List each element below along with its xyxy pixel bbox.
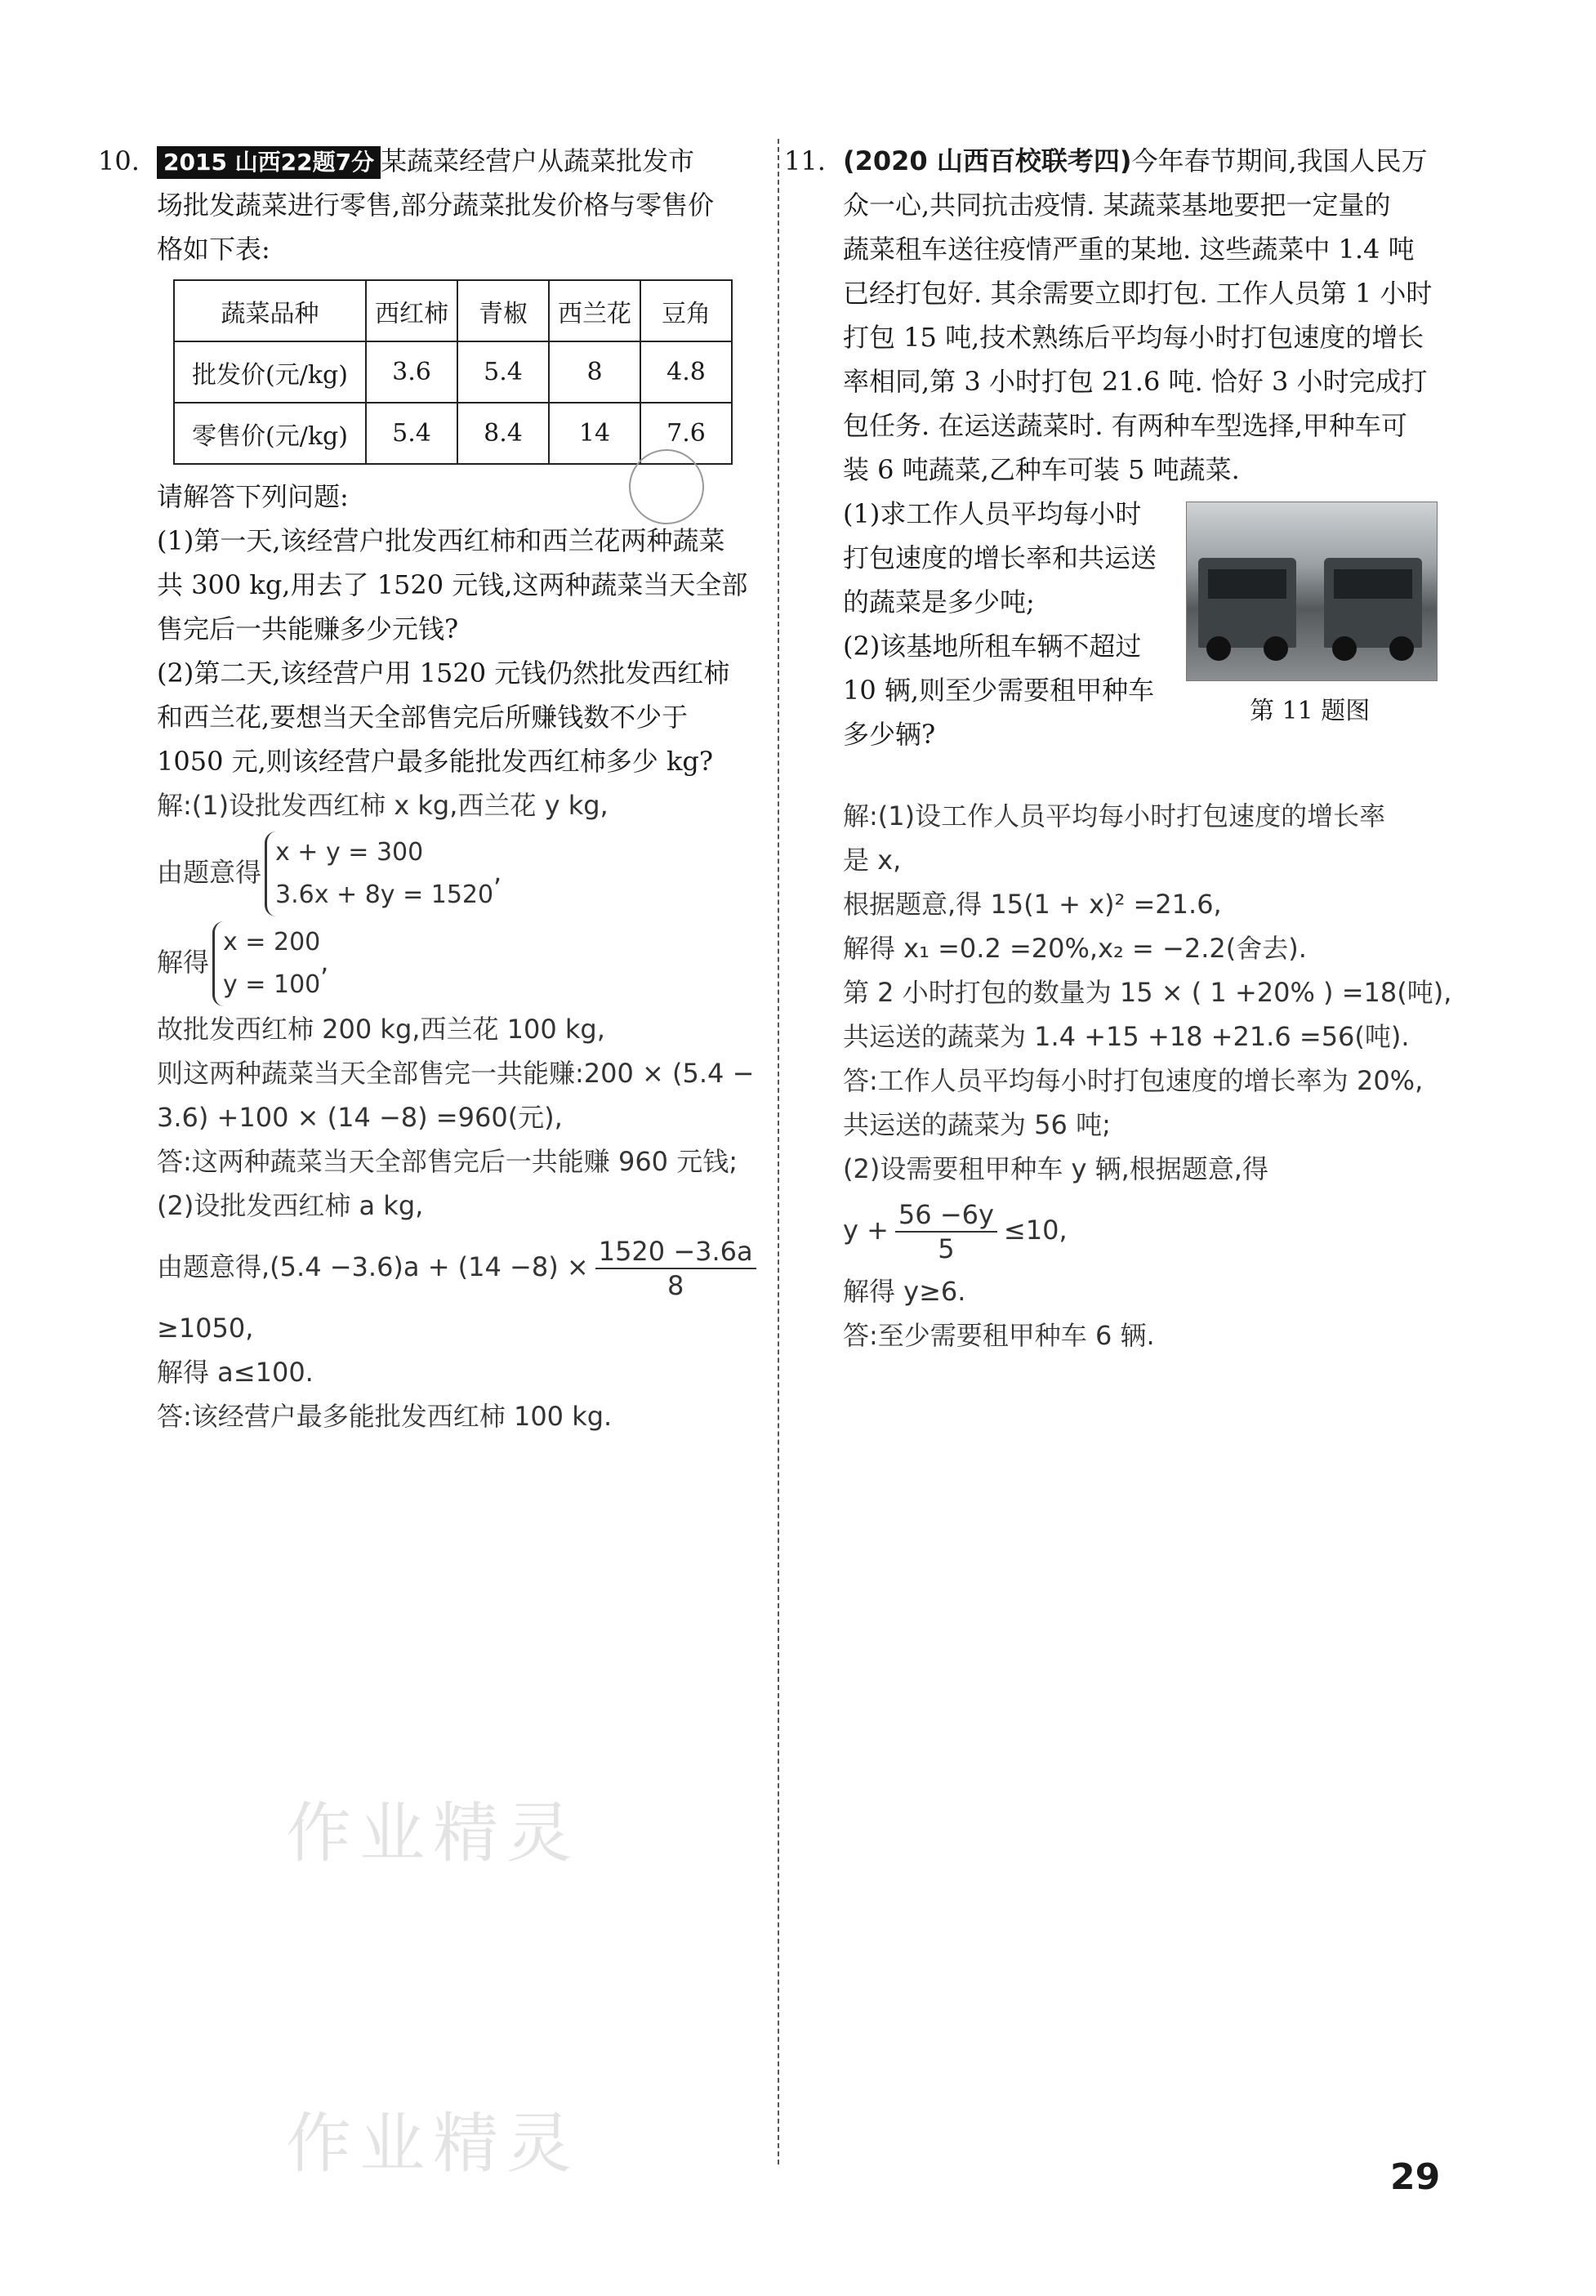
solution-line: 答:该经营户最多能批发西红柿 100 kg. (157, 1401, 613, 1432)
trucks-photo (1186, 502, 1438, 681)
solution-line: (2)设批发西红柿 a kg, (157, 1190, 424, 1221)
q11-stem-text: 今年春节期间,我国人民万 (1131, 145, 1428, 176)
inequality-line (784, 1191, 1444, 1269)
solution-line: 是 x, (843, 845, 902, 876)
equation-prefix: 解得 (157, 947, 210, 978)
solution-line: 共运送的蔬菜为 56 吨; (843, 1109, 1111, 1140)
solution-line: ≥1050, (157, 1313, 254, 1344)
solution-line: 第 2 小时打包的数量为 15 × ( 1 +20% ) =18(吨), (843, 977, 1452, 1008)
solution-line: 3.6) +100 × (14 −8) =960(元), (157, 1102, 563, 1133)
solution-line: 答:这两种蔬菜当天全部售完后一共能赚 960 元钱; (157, 1146, 738, 1177)
truck-image (1198, 558, 1296, 648)
equation-suffix: , (320, 947, 329, 978)
q10-line-1 (98, 139, 768, 183)
table-cell: 5.4 (366, 403, 457, 464)
q10-source-tag: 2015 山西22题7分 (157, 146, 381, 179)
q10-line-3: 格如下表: (157, 234, 270, 265)
q10-line-2: 场批发蔬菜进行零售,部分蔬菜批发价格与零售价 (157, 189, 715, 221)
q10-part2-line: 1050 元,则该经营户最多能批发西红柿多少 kg? (157, 746, 713, 777)
table-row (174, 280, 732, 341)
table-header-cell: 西兰花 (549, 280, 640, 341)
q11-line: 包任务. 在运送蔬菜时. 有两种车型选择,甲种车可 (843, 410, 1407, 441)
fraction (595, 1235, 756, 1302)
q11-part-line: 多少辆? (843, 719, 936, 750)
equation-brace (265, 831, 493, 916)
fraction-denominator: 5 (938, 1233, 955, 1264)
solution-line: 解得 y≥6. (843, 1276, 966, 1307)
q10-number: 10. (98, 145, 140, 176)
column-divider (778, 139, 779, 2164)
equation: x + y = 300 (275, 838, 424, 867)
q11-line: 已经打包好. 其余需要立即打包. 工作人员第 1 小时 (843, 278, 1433, 309)
table-cell: 5.4 (457, 341, 549, 403)
q11-part-line: (2)该基地所租车辆不超过 (843, 631, 1142, 662)
q10-part1-line: 共 300 kg,用去了 1520 元钱,这两种蔬菜当天全部 (157, 569, 748, 600)
q11-line: 众一心,共同抗击疫情. 某蔬菜基地要把一定量的 (843, 189, 1391, 221)
fraction-numerator: 1520 −3.6a (595, 1235, 756, 1269)
q10-prompt: 请解答下列问题: (157, 481, 349, 512)
q11-number: 11. (784, 145, 826, 176)
fraction-denominator: 8 (666, 1270, 684, 1301)
q11-line: 蔬菜租车送往疫情严重的某地. 这些蔬菜中 1.4 吨 (843, 234, 1415, 265)
fraction-numerator: 56 −6y (895, 1198, 997, 1233)
equation-system-1 (98, 827, 768, 917)
solution-line: (2)设需要租甲种车 y 辆,根据题意,得 (843, 1153, 1268, 1184)
solution-line: 答:至少需要租甲种车 6 辆. (843, 1320, 1155, 1351)
watermark: 作业精灵 (286, 1795, 580, 1871)
table-header-cell: 蔬菜品种 (174, 280, 366, 341)
table-cell: 7.6 (640, 403, 732, 464)
inequality-prefix: y + (843, 1215, 889, 1246)
q11-line-1 (784, 139, 1444, 183)
q11-part-line: 10 辆,则至少需要租甲种车 (843, 675, 1155, 706)
equation: y = 100 (223, 970, 321, 999)
equation: x = 200 (223, 928, 321, 956)
table-cell: 8.4 (457, 403, 549, 464)
solution-line: 根据题意,得 15(1 + x)² =21.6, (843, 889, 1222, 920)
solution-line: 则这两种蔬菜当天全部售完一共能赚:200 × (5.4 − (157, 1058, 755, 1089)
q11-part-line: 的蔬菜是多少吨; (843, 586, 1035, 617)
q10-part2-line: (2)第二天,该经营户用 1520 元钱仍然批发西红柿 (157, 658, 730, 689)
equation-suffix: , (493, 857, 502, 888)
price-table (173, 279, 733, 465)
q11-line: 装 6 吨蔬菜,乙种车可装 5 吨蔬菜. (843, 454, 1240, 485)
solution-line: 答:工作人员平均每小时打包速度的增长率为 20%, (843, 1065, 1424, 1096)
table-cell: 4.8 (640, 341, 732, 403)
q10-solution (98, 783, 768, 1438)
equation-prefix: 由题意得 (157, 857, 262, 888)
watermark: 作业精灵 (286, 2106, 580, 2182)
q11-solution (784, 794, 1452, 1358)
q10-stem-text: 某蔬菜经营户从蔬菜批发市 (381, 145, 695, 176)
table-header-cell: 豆角 (640, 280, 732, 341)
table-header-cell: 西红柿 (366, 280, 457, 341)
solution-text: 由题意得,(5.4 −3.6)a + (14 −8) × (157, 1251, 589, 1282)
q11-line: 打包 15 吨,技术熟练后平均每小时打包速度的增长 (843, 322, 1424, 353)
q10-part2-line: 和西兰花,要想当天全部售完后所赚钱数不少于 (157, 702, 689, 733)
solution-line: 解:(1)设工作人员平均每小时打包速度的增长率 (843, 800, 1386, 831)
solution-line: 故批发西红柿 200 kg,西兰花 100 kg, (157, 1014, 605, 1045)
equation: 3.6x + 8y = 1520 (275, 881, 494, 909)
solution-fraction-line (98, 1228, 768, 1306)
q11-part-line: 打包速度的增长率和共运送 (843, 542, 1157, 573)
table-row (174, 341, 732, 403)
table-cell: 批发价(元/kg) (174, 341, 366, 403)
q10-part1-line: (1)第一天,该经营户批发西红柿和西兰花两种蔬菜 (157, 525, 725, 556)
fraction (895, 1198, 997, 1265)
question-11 (784, 139, 1452, 1358)
solution-line: 解得 x₁ =0.2 =20%,x₂ = −2.2(舍去). (843, 933, 1307, 964)
question-10 (98, 139, 768, 1438)
equation-system-2 (98, 917, 768, 1007)
table-cell: 零售价(元/kg) (174, 403, 366, 464)
solution-line: 共运送的蔬菜为 1.4 +15 +18 +21.6 =56(吨). (843, 1021, 1410, 1052)
q11-line: 率相同,第 3 小时打包 21.6 吨. 恰好 3 小时完成打 (843, 366, 1428, 397)
solution-line: 解得 a≤100. (157, 1357, 314, 1388)
table-cell: 14 (549, 403, 640, 464)
table-cell: 8 (549, 341, 640, 403)
q11-photo-block (784, 492, 1444, 794)
equation-brace (212, 921, 320, 1006)
figure-caption: 第 11 题图 (1250, 697, 1371, 725)
solution-line: 解:(1)设批发西红柿 x kg,西兰花 y kg, (157, 790, 609, 821)
truck-image (1324, 558, 1422, 648)
table-header-cell: 青椒 (457, 280, 549, 341)
q10-part1-line: 售完后一共能赚多少元钱? (157, 613, 459, 644)
q11-part-line: (1)求工作人员平均每小时 (843, 498, 1142, 529)
table-cell: 3.6 (366, 341, 457, 403)
inequality-suffix: ≤10, (1003, 1215, 1068, 1246)
page-number: 29 (1390, 2156, 1441, 2198)
q11-source: (2020 山西百校联考四) (843, 145, 1132, 176)
q11-parts (843, 492, 1202, 756)
